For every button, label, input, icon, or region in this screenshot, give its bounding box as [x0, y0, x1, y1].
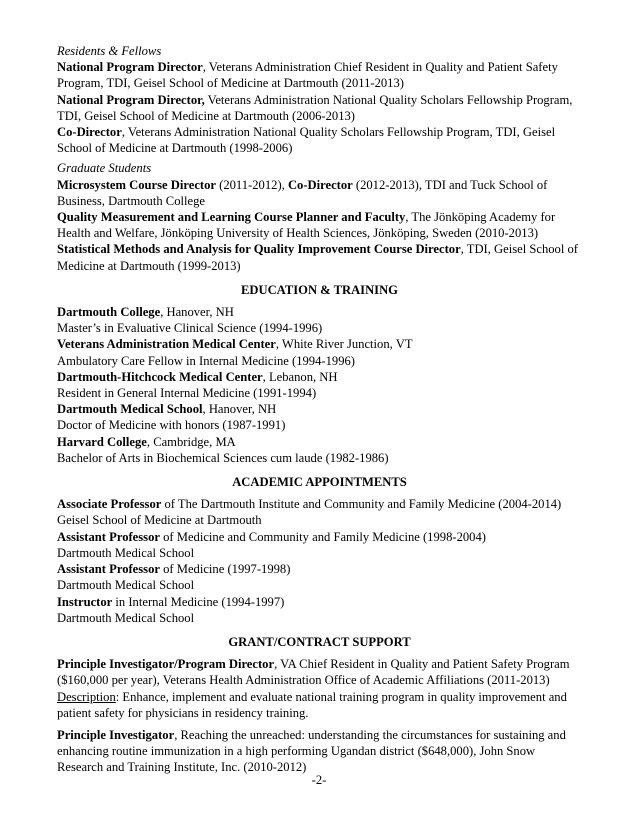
appointment-item [57, 529, 582, 561]
education-item [57, 369, 582, 401]
appointment-item [57, 496, 582, 528]
graduate-heading: Graduate Students [57, 161, 152, 176]
role-detail: (2011-2012), [216, 177, 288, 192]
education-list [57, 304, 582, 466]
appointment-detail: of Medicine (1997-1998) [159, 562, 291, 577]
residents-item [57, 124, 582, 156]
institution-location: , White River Junction, VT [275, 337, 413, 352]
education-item [57, 336, 582, 368]
grants-heading: GRANT/CONTRACT SUPPORT [228, 634, 411, 649]
appointment-item [57, 594, 582, 626]
institution-name: Dartmouth-Hitchcock Medical Center [57, 369, 263, 384]
appointment-detail: in Internal Medicine (1994-1997) [112, 594, 285, 609]
institution-name: Dartmouth Medical School [57, 402, 203, 417]
appointment-title: Assistant Professor [57, 529, 160, 544]
cv-page [57, 43, 582, 776]
appointment-school: Dartmouth Medical School [57, 578, 195, 593]
graduate-item [57, 241, 582, 273]
grant-description-label: Description [57, 689, 116, 704]
grant-detail: , VA Chief Resident in Quality and Patient Safety Program ($160,000 per year), Veterans Health Administration Office of Academic Affiliations (2011-2013) [57, 657, 570, 688]
degree-detail: Master’s in Evaluative Clinical Science (1994-1996) [57, 321, 323, 336]
education-item [57, 434, 582, 466]
appointment-title: Associate Professor [57, 497, 162, 512]
grant-item [57, 727, 582, 776]
grant-detail: , Reaching the unreached: understanding the circumstances for sustaining and enhancing routine immunization in a high performing Ugandan district ($648,000), John Snow Research and Training Institute, Inc. (2010-2012) [57, 727, 566, 775]
appointment-detail: of The Dartmouth Institute and Community and Family Medicine (2004-2014) [161, 497, 562, 512]
grant-role: Principle Investigator/Program Director [57, 657, 275, 672]
education-item [57, 304, 582, 336]
role-title: Co-Director [287, 177, 353, 192]
appointment-detail: of Medicine and Community and Family Medicine (1998-2004) [159, 529, 486, 544]
role-detail: Veterans Administration National Quality Scholars Fellowship Program, TDI, Geisel School of Medicine at Dartmouth (2006-2013) [57, 92, 573, 123]
appointment-item [57, 561, 582, 593]
page-number: -2- [311, 773, 327, 787]
grant-description: : Enhance, implement and evaluate national training program in quality improvement and patient safety for physicians in residency training. [57, 689, 567, 720]
role-title: National Program Director [57, 60, 203, 75]
degree-detail: Bachelor of Arts in Biochemical Sciences cum laude (1982-1986) [57, 450, 389, 465]
institution-location: , Hanover, NH [160, 305, 234, 320]
appointment-school: Dartmouth Medical School [57, 610, 195, 625]
residents-item [57, 92, 582, 124]
role-detail: , Veterans Administration National Quality Scholars Fellowship Program, TDI, Geisel School of Medicine at Dartmouth (1998-2006) [57, 125, 556, 156]
appointments-list [57, 496, 582, 626]
appointment-title: Assistant Professor [57, 562, 160, 577]
institution-location: , Lebanon, NH [262, 369, 338, 384]
institution-name: Harvard College [57, 434, 147, 449]
role-detail: , TDI, Geisel School of Medicine at Dartmouth (1999-2013) [57, 242, 578, 273]
degree-detail: Ambulatory Care Fellow in Internal Medicine (1994-1996) [57, 353, 355, 368]
grant-item [57, 656, 582, 721]
degree-detail: Resident in General Internal Medicine (1991-1994) [57, 386, 317, 401]
institution-location: , Cambridge, MA [146, 434, 236, 449]
education-heading: EDUCATION & TRAINING [241, 282, 398, 297]
role-title: Co-Director [57, 125, 122, 140]
education-item [57, 401, 582, 433]
institution-name: Veterans Administration Medical Center [57, 337, 276, 352]
degree-detail: Doctor of Medicine with honors (1987-1991) [57, 418, 286, 433]
appointment-school: Geisel School of Medicine at Dartmouth [57, 513, 262, 528]
grant-role: Principle Investigator [57, 727, 175, 742]
graduate-item [57, 177, 582, 209]
role-detail: , The Jönköping Academy for Health and Welfare, Jönköping University of Health Sciences, Jönköping, Sweden (2010-2013) [57, 210, 556, 241]
role-title: National Program Director, [57, 92, 205, 107]
role-detail: , Veterans Administration Chief Resident in Quality and Patient Safety Program, TDI, Geisel School of Medicine at Dartmouth (2011-2013) [57, 60, 558, 91]
role-title: Microsystem Course Director [57, 177, 216, 192]
role-title: Statistical Methods and Analysis for Quality Improvement Course Director [57, 242, 461, 257]
appointments-heading: ACADEMIC APPOINTMENTS [232, 475, 407, 490]
institution-location: , Hanover, NH [202, 402, 277, 417]
institution-name: Dartmouth College [57, 305, 161, 320]
residents-heading: Residents & Fellows [57, 44, 162, 58]
role-detail: (2012-2013), TDI and Tuck School of Business, Dartmouth College [57, 177, 548, 208]
appointment-title: Instructor [57, 594, 113, 609]
appointment-school: Dartmouth Medical School [57, 545, 195, 560]
graduate-item [57, 209, 582, 241]
residents-item [57, 59, 582, 91]
role-title: Quality Measurement and Learning Course Planner and Faculty [57, 210, 406, 225]
